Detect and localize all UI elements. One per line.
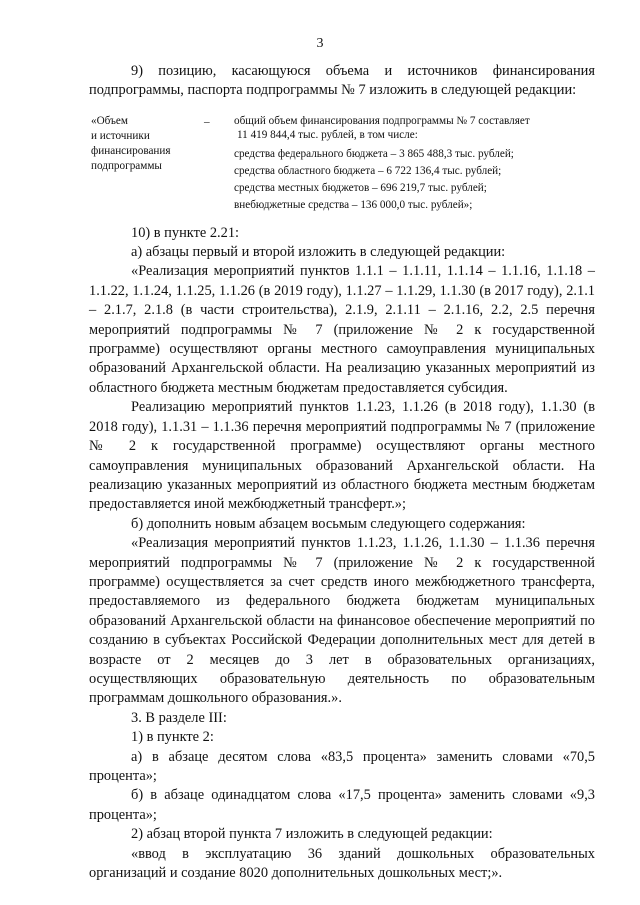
passport-total-line: общий объем финансирования подпрограммы № 7 составляет — [234, 114, 530, 127]
passport-label-line: подпрограммы — [91, 160, 162, 173]
paragraph: а) в абзаце десятом слова «83,5 процента» заменить словами «70,5 процента»; — [89, 748, 595, 784]
passport-right-column — [234, 114, 595, 215]
paragraph: 2) абзац второй пункта 7 изложить в следующей редакции: — [131, 826, 493, 843]
passport-label-line: «Объем — [91, 114, 128, 127]
document-body — [89, 62, 595, 883]
paragraph: б) дополнить новым абзацем восьмым следующего содержания: — [131, 515, 526, 532]
passport-label-line: и источники — [91, 130, 150, 143]
paragraph: «Реализация мероприятий пунктов 1.1.23, 1.1.26, 1.1.30 – 1.1.36 перечня мероприятий подпрограммы № 7 (приложение № 2 к государственной программе) осуществляется за счет средств иного межбюджетного трансферта, предоставляемого из федерального бюджета бюджетам муниципальных образований Архангельской области на финансовое обеспечение мероприятий по созданию в субъектах Российской Федерации дополнительных мест для детей в возрасте от 2 месяцев до 3 лет в образовательных организациях, осуществляющих образовательную деятельность по образовательным программам дошкольного образования.». — [89, 535, 595, 707]
passport-regional-line: средства областного бюджета – 6 722 136,4 тыс. рублей; — [234, 165, 502, 178]
passport-local-line: средства местных бюджетов – 696 219,7 тыс. рублей; — [234, 182, 487, 195]
paragraph: «ввод в эксплуатацию 36 зданий дошкольных образовательных организаций и создание 8020 дополнительных дошкольных мест;». — [89, 845, 595, 882]
paragraph: 3. В разделе III: — [131, 709, 227, 726]
page-number: 3 — [316, 36, 324, 51]
passport-dash: – — [204, 115, 210, 128]
passport-total-amount: 11 419 844,4 тыс. рублей, в том числе: — [237, 128, 418, 141]
passport-label-line: финансирования — [91, 145, 171, 158]
paragraph: Реализацию мероприятий пунктов 1.1.23, 1.1.26 (в 2018 году), 1.1.30 (в 2018 году), 1.1.31 – 1.1.36 перечня мероприятий подпрограммы № 7 (приложение № 2 к государственной программе) осуществляют органы местного самоуправления муниципальных образований Архангельской области. На реализацию указанных мероприятий из областного бюджета местным бюджетам предоставляется иной межбюджетный трансферт.»; — [89, 399, 595, 513]
item-9-paragraph: 9) позицию, касающуюся объема и источников финансирования подпрограммы, паспорта подпрограммы № 7 изложить в следующей редакции: — [89, 63, 595, 99]
passport-table — [89, 114, 595, 215]
paragraph: б) в абзаце одинадцатом слова «17,5 процента» заменить словами «9,3 процента»; — [89, 787, 595, 823]
passport-federal-line: средства федерального бюджета – 3 865 488,3 тыс. рублей; — [234, 147, 514, 160]
paragraph: 1) в пункте 2: — [131, 729, 214, 746]
paragraph: «Реализация мероприятий пунктов 1.1.1 – 1.1.11, 1.1.14 – 1.1.16, 1.1.18 – 1.1.22, 1.1.24, 1.1.25, 1.1.26 (в 2019 году), 1.1.27 – 1.1.29, 1.1.30 (в 2017 году), 2.1.1 – 2.1.7, 2.1.8 (в части строительства), 2.1.9, 2.1.11 – 2.1.16, 2.2, 2.5 перечня мероприятий подпрограммы № 7 (приложение № 2 к государственной программе) осуществляют органы местного самоуправления муниципальных образований Архангельской области. На реализацию указанных мероприятий из областного бюджета местным бюджетам предоставляется субсидия. — [89, 263, 595, 396]
passport-left-column — [89, 114, 204, 215]
paragraph: 10) в пункте 2.21: — [131, 224, 240, 241]
passport-extrabudget-line: внебюджетные средства – 136 000,0 тыс. рублей»; — [234, 199, 473, 212]
paragraph: а) абзацы первый и второй изложить в следующей редакции: — [131, 244, 506, 261]
